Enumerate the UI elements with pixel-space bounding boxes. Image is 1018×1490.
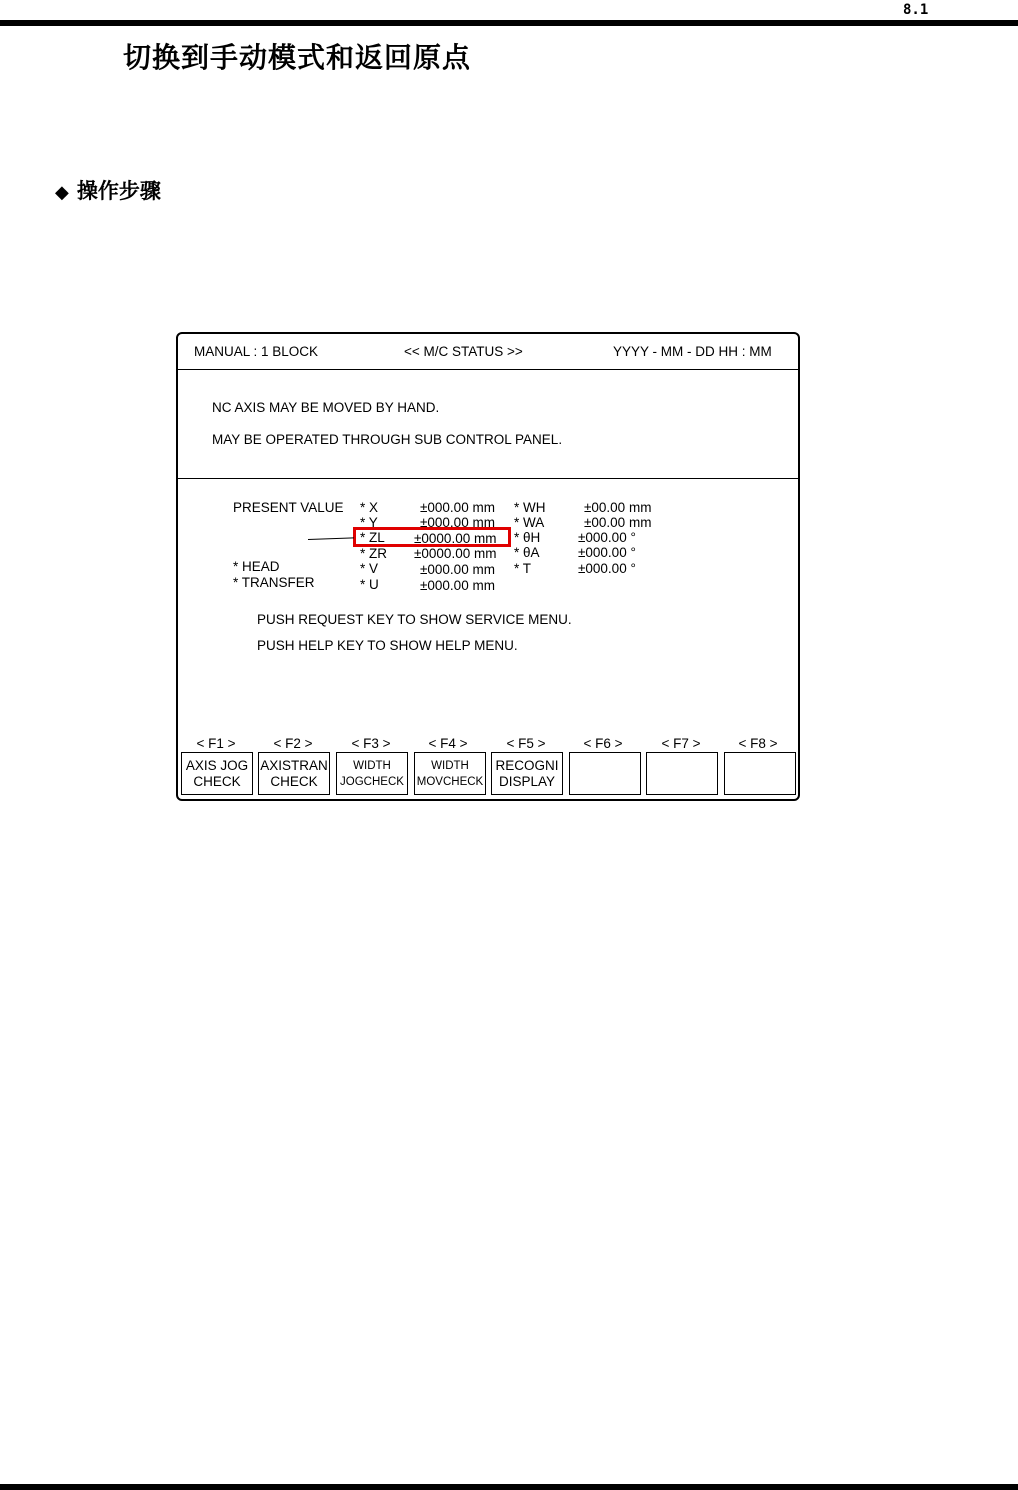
button-line: WIDTH [431, 759, 469, 772]
axis-x-value: ±000.00 mm [420, 500, 495, 515]
diamond-bullet-icon: ◆ [55, 182, 69, 203]
fkey-label-f5: < F5 > [506, 736, 546, 751]
axis-zr-name: * ZR [360, 546, 387, 561]
message-divider [178, 478, 798, 479]
button-line: WIDTH [353, 759, 391, 772]
button-line: RECOGNI [495, 757, 559, 773]
f5-recogni-display-button[interactable] [491, 752, 563, 795]
axis-zl-name: * ZL [360, 530, 385, 545]
button-line: AXIS JOG [185, 757, 249, 773]
fkey-label-f3: < F3 > [351, 736, 391, 751]
message-line: NC AXIS MAY BE MOVED BY HAND. [212, 400, 440, 415]
axis-wh-value: ±00.00 mm [584, 500, 652, 515]
fkey-label-f8: < F8 > [738, 736, 778, 751]
bottom-rule [0, 1484, 1018, 1490]
f1-axis-jog-check-button[interactable] [181, 752, 253, 795]
axis-theta-a-value: ±000.00 ° [578, 545, 636, 560]
axis-y-value: ±000.00 mm [420, 515, 495, 530]
datetime-display: YYYY - MM - DD HH : MM [613, 344, 772, 359]
pointer-line [308, 537, 354, 540]
fkey-label-f4: < F4 > [428, 736, 468, 751]
present-value-label: PRESENT VALUE [233, 500, 344, 515]
button-line: JOGCHECK [340, 775, 404, 788]
button-line: CHECK [270, 773, 318, 789]
button-line: DISPLAY [498, 773, 556, 789]
head-label: * HEAD [233, 559, 280, 574]
button-line: MOVCHECK [416, 775, 484, 788]
button-line: AXISTRAN [260, 757, 328, 773]
top-rule [0, 20, 1018, 26]
axis-theta-h-value: ±000.00 ° [578, 530, 636, 545]
axis-t-name: * T [514, 561, 532, 576]
axis-u-name: * U [360, 577, 379, 592]
header-divider [178, 369, 798, 370]
section-heading [55, 175, 161, 205]
axis-u-value: ±000.00 mm [420, 578, 495, 593]
f6-button[interactable] [569, 752, 641, 795]
axis-zr-value: ±0000.00 mm [414, 546, 497, 561]
f2-axistran-check-button[interactable] [258, 752, 330, 795]
axis-v-name: * V [360, 561, 379, 576]
axis-theta-h-name: * θH [514, 530, 541, 545]
push-message: PUSH HELP KEY TO SHOW HELP MENU. [257, 638, 518, 653]
fkey-label-f6: < F6 > [583, 736, 623, 751]
axis-t-value: ±000.00 ° [578, 561, 636, 576]
transfer-label: * TRANSFER [233, 575, 315, 590]
f3-width-jogcheck-button[interactable] [336, 752, 408, 795]
axis-wa-name: * WA [514, 515, 545, 530]
push-message: PUSH REQUEST KEY TO SHOW SERVICE MENU. [257, 612, 572, 627]
f7-button[interactable] [646, 752, 718, 795]
button-line: CHECK [193, 773, 241, 789]
screen-title: << M/C STATUS >> [404, 344, 523, 359]
mode-indicator: MANUAL : 1 BLOCK [194, 344, 319, 359]
page-number: 8.1 [903, 2, 929, 18]
fkey-label-f1: < F1 > [196, 736, 236, 751]
axis-wh-name: * WH [514, 500, 546, 515]
zl-highlight-box [353, 527, 511, 547]
axis-x-name: * X [360, 500, 379, 515]
fkey-label-f2: < F2 > [273, 736, 313, 751]
axis-theta-a-name: * θA [514, 545, 540, 560]
machine-status-screen [176, 332, 800, 801]
message-line: MAY BE OPERATED THROUGH SUB CONTROL PANEL. [212, 432, 563, 447]
axis-v-value: ±000.00 mm [420, 562, 495, 577]
page-title: 切换到手动模式和返回原点 [123, 41, 472, 74]
axis-wa-value: ±00.00 mm [584, 515, 652, 530]
axis-zl-value: ±0000.00 mm [414, 531, 497, 546]
section-title: 操作步骤 [76, 179, 161, 203]
axis-y-name: * Y [360, 515, 378, 530]
fkey-label-f7: < F7 > [661, 736, 701, 751]
f4-width-movcheck-button[interactable] [414, 752, 486, 795]
f8-button[interactable] [724, 752, 796, 795]
